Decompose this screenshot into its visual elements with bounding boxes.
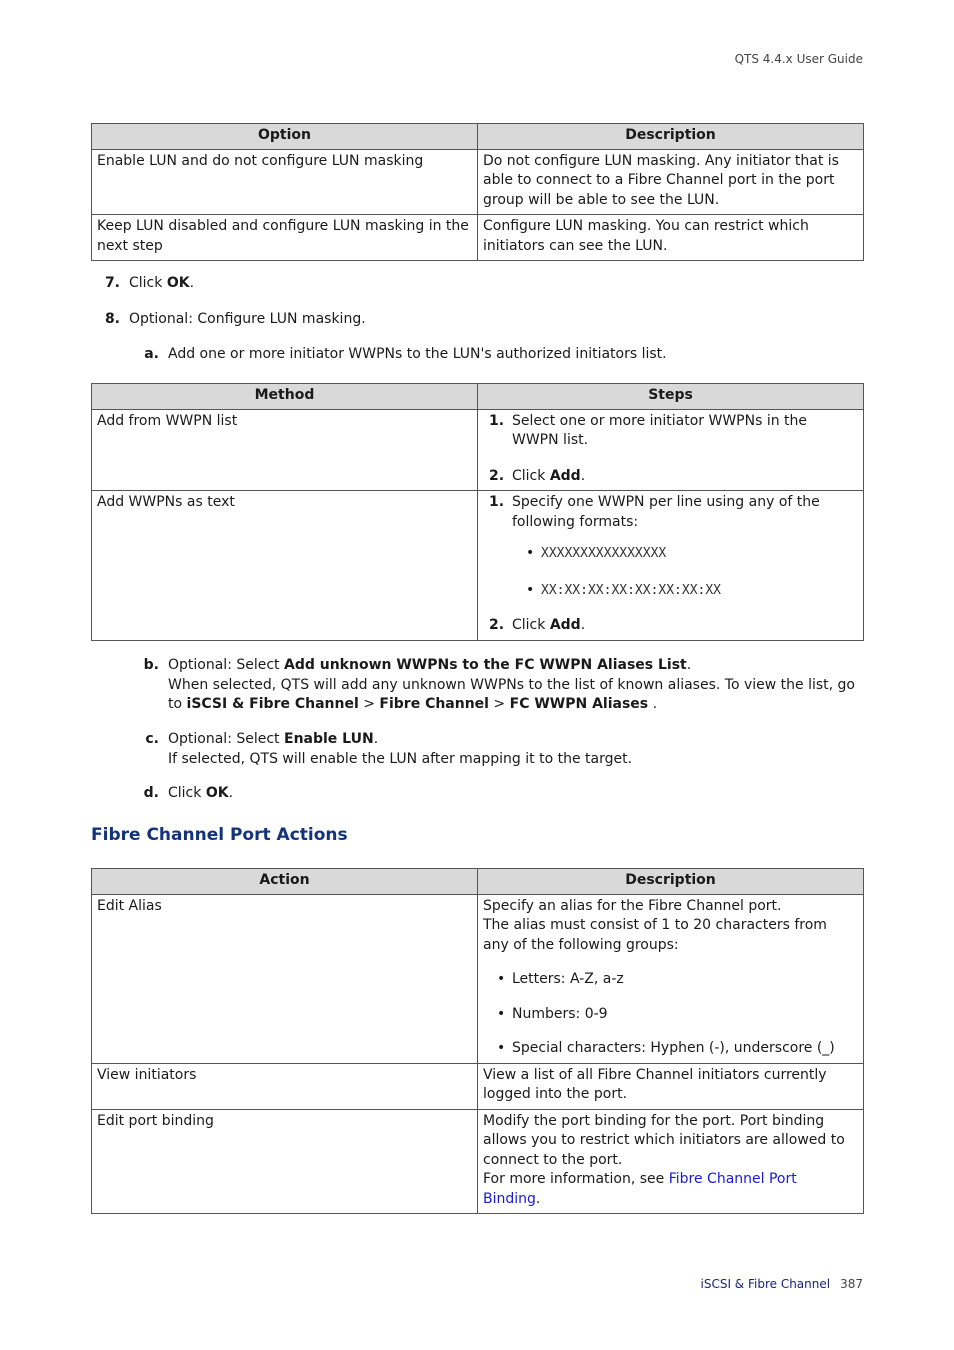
table-cell: 1. Select one or more initiator WWPNs in the WWPN list. 2. Click Add. <box>478 409 864 491</box>
table-cell: Specify an alias for the Fibre Channel port. The alias must consist of 1 to 20 characters from any of the following groups: • Letters: A-Z, a-z • Numbers: 0-9 • Special characters: Hyphen (-), underscore (_) <box>478 894 864 1063</box>
page-footer <box>701 1275 864 1295</box>
table-row <box>92 215 864 261</box>
page-header: QTS 4.4.x User Guide <box>734 52 863 66</box>
table-cell: 1. Specify one WWPN per line using any of the following formats: • XXXXXXXXXXXXXXXX • XX:XX:XX:XX:XX:XX:XX:XX 2. Click Add. <box>478 491 864 641</box>
step-text: Optional: Select Add unknown WWPNs to the FC WWPN Aliases List. When selected, QTS will add any unknown WWPNs to the list of known aliases. To view the list, go to iSCSI & Fibre Channel > Fibre Channel > FC WWPN Aliases . <box>168 657 855 712</box>
table-cell: Configure LUN masking. You can restrict which initiators can see the LUN. <box>478 215 864 261</box>
step-number: d. <box>143 785 159 801</box>
step-number: 7. <box>104 275 120 291</box>
list-item: • XX:XX:XX:XX:XX:XX:XX:XX <box>526 581 722 598</box>
list-item: • Special characters: Hyphen (-), underscore (_) <box>497 1040 835 1056</box>
list-item: • XXXXXXXXXXXXXXXX <box>526 545 667 561</box>
step-number: a. <box>144 346 159 362</box>
port-actions-table <box>91 868 864 1214</box>
step-number: 8. <box>104 311 120 327</box>
table-cell: Add from WWPN list <box>92 409 478 491</box>
step-text: Optional: Configure LUN masking. <box>129 311 366 327</box>
table-row <box>92 409 864 491</box>
table-header: Steps <box>478 384 864 410</box>
table-header: Method <box>92 384 478 410</box>
table-row <box>92 1063 864 1109</box>
table-row <box>92 149 864 215</box>
port-binding-link[interactable]: Fibre Channel Port Binding <box>483 1171 797 1207</box>
step-text: Click OK. <box>129 275 195 291</box>
step-number: b. <box>143 657 159 673</box>
table-cell: Modify the port binding for the port. Port binding allows you to restrict which initiators are allowed to connect to the port. For more information, see Fibre Channel Port Binding. <box>478 1109 864 1214</box>
table-row <box>92 1109 864 1214</box>
table-cell: Keep LUN disabled and configure LUN masking in the next step <box>92 215 478 261</box>
step-text: Specify one WWPN per line using any of the following formats: <box>512 494 820 530</box>
table-cell: Edit Alias <box>92 894 478 1063</box>
table-cell: Edit port binding <box>92 1109 478 1214</box>
step-text: Click Add. <box>512 467 586 484</box>
section-title: Fibre Channel Port Actions <box>91 825 348 845</box>
option-table <box>91 123 864 261</box>
table-cell: View initiators <box>92 1063 478 1109</box>
step-text: Select one or more initiator WWPNs in the WWPN list. <box>512 412 808 448</box>
table-cell: View a list of all Fibre Channel initiators currently logged into the port. <box>478 1063 864 1109</box>
table-row <box>92 491 864 641</box>
table-cell: Add WWPNs as text <box>92 491 478 641</box>
footer-section: iSCSI & Fibre Channel <box>700 1277 831 1291</box>
step-number: c. <box>145 731 159 747</box>
step-text: Click Add. <box>512 617 586 633</box>
method-table <box>91 383 864 641</box>
table-row <box>92 894 864 1063</box>
table-header: Description <box>478 124 864 150</box>
list-item: • Numbers: 0-9 <box>497 1005 608 1022</box>
table-cell: Enable LUN and do not configure LUN masking <box>92 149 478 215</box>
step-text: Optional: Select Enable LUN. If selected, QTS will enable the LUN after mapping it to the target. <box>168 731 633 767</box>
table-header: Option <box>92 124 478 150</box>
step-text: Click OK. <box>168 785 234 801</box>
page-number: 387 <box>840 1277 863 1291</box>
table-header: Action <box>92 869 478 895</box>
list-item: • Letters: A-Z, a-z <box>497 971 624 987</box>
step-text: Add one or more initiator WWPNs to the LUN's authorized initiators list. <box>168 346 667 362</box>
table-header: Description <box>478 869 864 895</box>
table-cell: Do not configure LUN masking. Any initiator that is able to connect to a Fibre Channel port in the port group will be able to see the LUN. <box>478 149 864 215</box>
